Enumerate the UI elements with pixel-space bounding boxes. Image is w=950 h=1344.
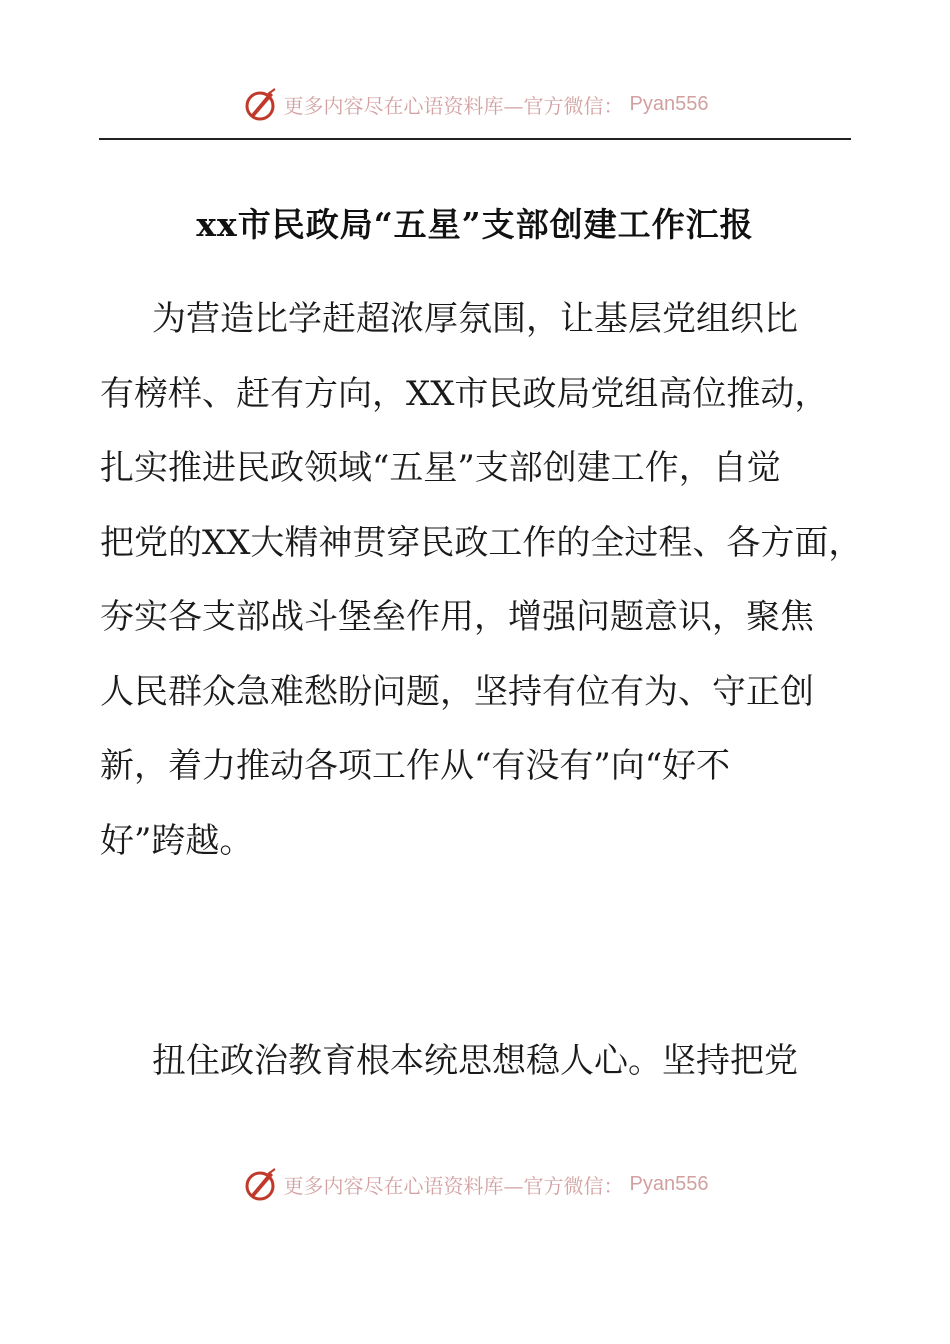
paragraph-line: 新，着力推动各项工作从“有没有”向“好不: [100, 746, 731, 786]
paragraph-line: 把党的XX大精神贯穿民政工作的全过程、各方面，: [100, 523, 863, 563]
header-divider: [99, 138, 851, 140]
paragraph-line: 好”跨越。: [100, 821, 254, 861]
paragraph-line: 有榜样、赶有方向，XX市民政局党组高位推动，: [100, 374, 829, 414]
banner-text: 更多内容尽在心语资料库—官方微信：: [283, 1173, 624, 1198]
banner-text: 更多内容尽在心语资料库—官方微信：: [283, 93, 624, 118]
banner-wechat-id: Pyan556: [629, 1172, 709, 1195]
paragraph-line: 扎实推进民政领域“五星”支部创建工作，自觉: [100, 448, 781, 488]
banner-wechat-id: Pyan556: [629, 92, 709, 115]
quill-logo-icon: [242, 86, 278, 122]
paragraph-line: 扭住政治教育根本统思想稳人心。坚持把党: [152, 1041, 798, 1081]
document-title: xx市民政局“五星”支部创建工作汇报: [196, 205, 754, 244]
header-banner: [0, 82, 950, 126]
paragraph-line: 为营造比学赶超浓厚氛围，让基层党组织比: [152, 299, 798, 339]
paragraph-line: 人民群众急难愁盼问题，坚持有位有为、守正创: [100, 672, 814, 712]
paragraph-line: 夯实各支部战斗堡垒作用，增强问题意识，聚焦: [100, 597, 814, 637]
quill-logo-icon: [242, 1166, 278, 1202]
footer-banner: [0, 1162, 950, 1206]
